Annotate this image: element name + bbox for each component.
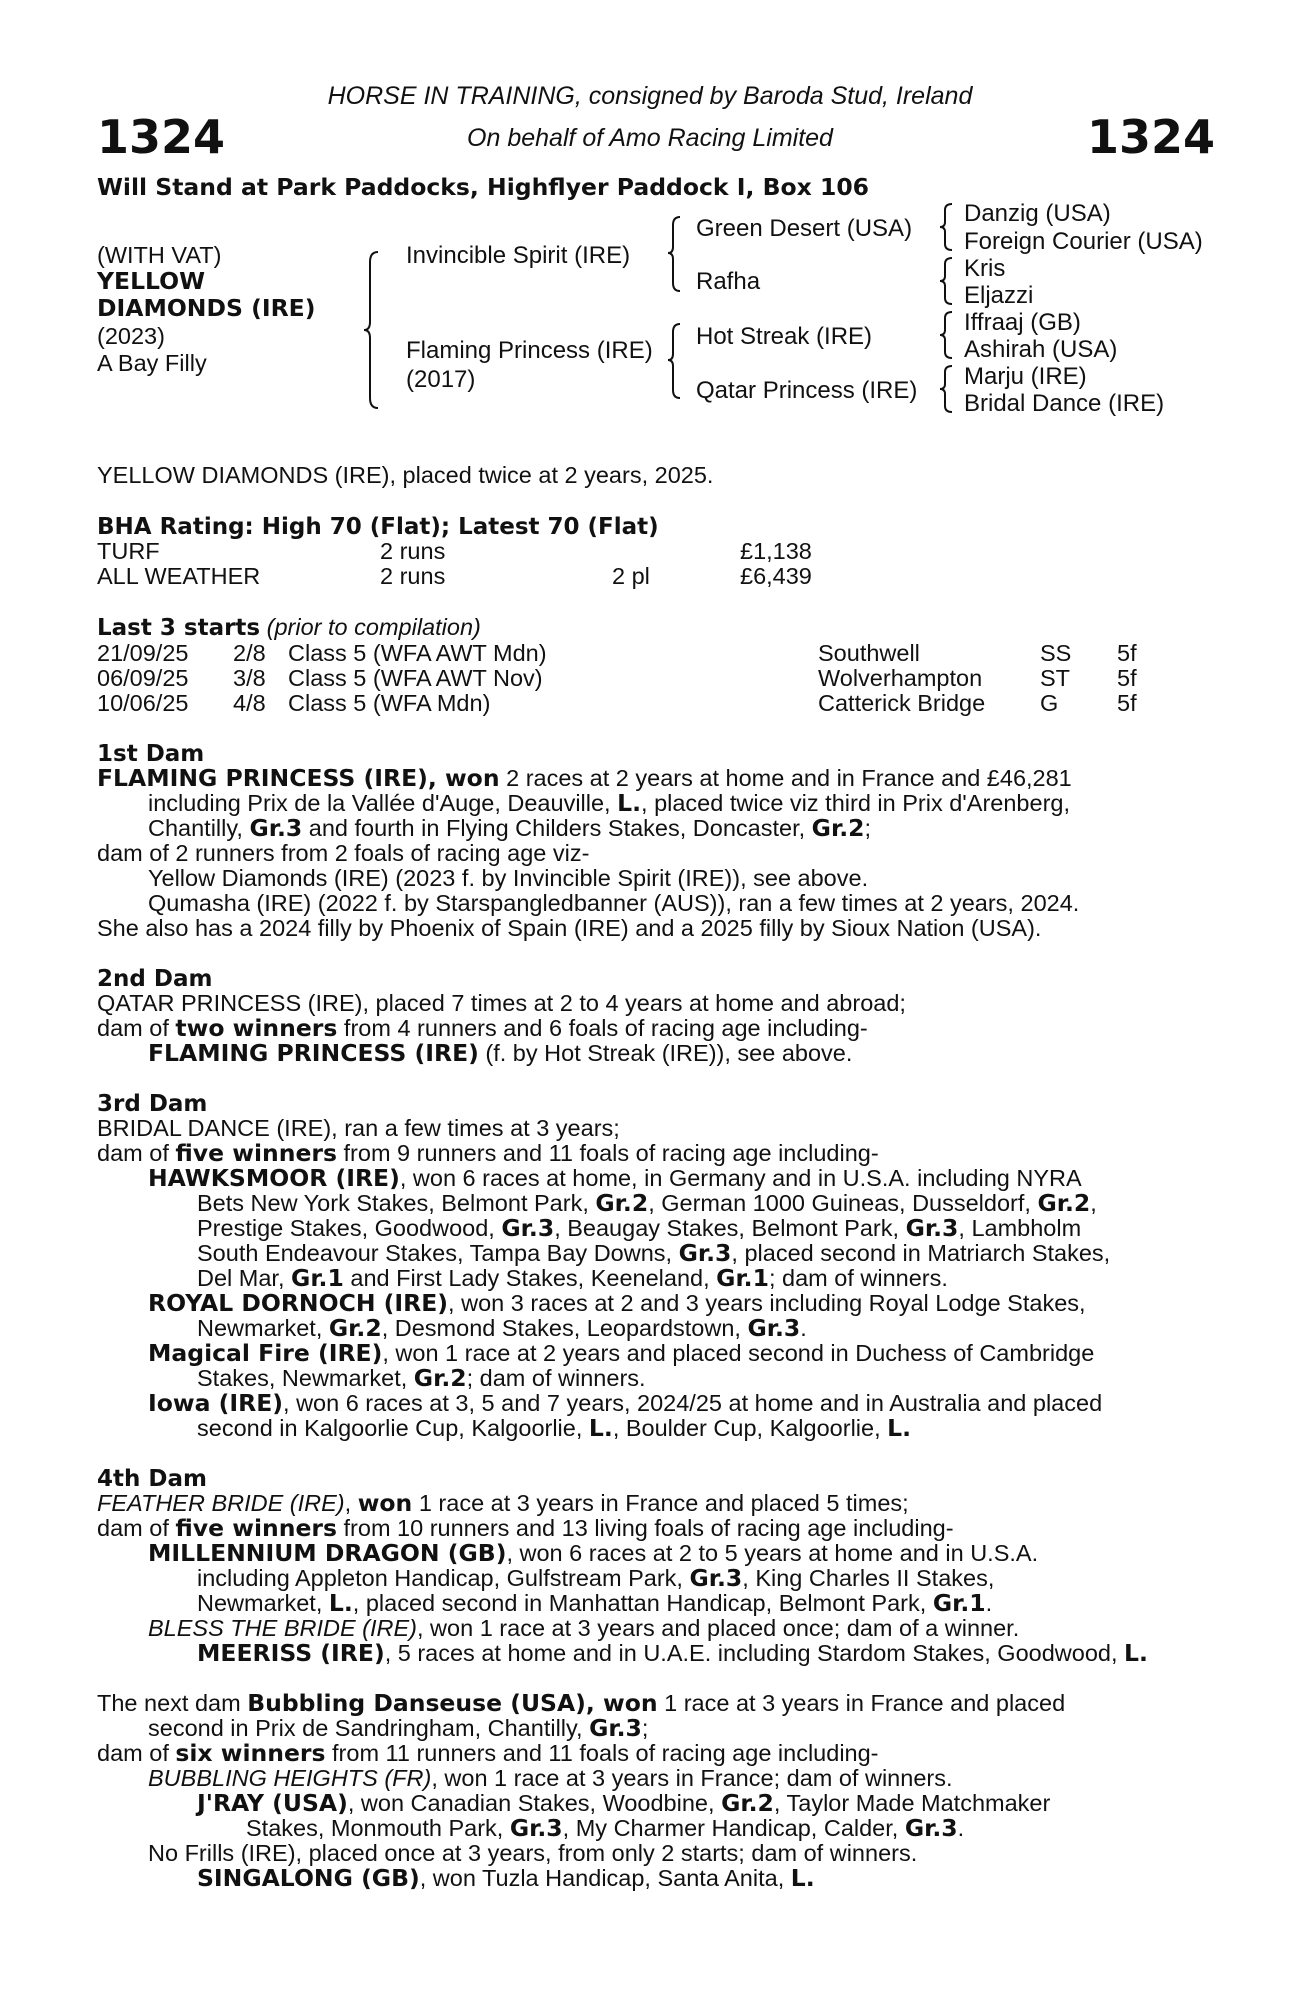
- horse-year: (2023): [97, 323, 165, 349]
- jray-line2: Stakes, Monmouth Park, Gr.3, My Charmer Handicap, Calder, Gr.3.: [246, 1814, 965, 1842]
- pedigree-sdd: Eljazzi: [964, 282, 1034, 309]
- hawksmoor-line3: Prestige Stakes, Goodwood, Gr.3, Beaugay Stakes, Belmont Park, Gr.3, Lambholm: [197, 1214, 1082, 1242]
- start-course-2: Wolverhampton: [818, 665, 983, 691]
- meeriss-line: MEERISS (IRE), 5 races at home and in U.A.E. including Stardom Stakes, Goodwood, L.: [197, 1639, 1148, 1667]
- start-going-2: ST: [1040, 665, 1071, 691]
- pedigree-sire-dam: Rafha: [696, 268, 761, 295]
- lot-number-right: 1324: [1087, 110, 1216, 164]
- dam4-title: 4th Dam: [97, 1466, 207, 1492]
- rating-earnings-2: £6,439: [740, 563, 812, 589]
- hawksmoor-line5: Del Mar, Gr.1 and First Lady Stakes, Keeneland, Gr.1; dam of winners.: [197, 1264, 948, 1292]
- iowa-line2: second in Kalgoorlie Cup, Kalgoorlie, L., Boulder Cup, Kalgoorlie, L.: [197, 1414, 912, 1442]
- pedigree-sds: Kris: [964, 255, 1006, 282]
- header-title: HORSE IN TRAINING, consigned by Baroda Stud, Ireland: [327, 82, 973, 110]
- rating-surface-2: ALL WEATHER: [97, 563, 261, 589]
- pedigree-dam-dam: Qatar Princess (IRE): [696, 377, 918, 404]
- dam3-title: 3rd Dam: [97, 1091, 208, 1117]
- iowa-line1: Iowa (IRE), won 6 races at 3, 5 and 7 years, 2024/25 at home and in Australia and placed: [148, 1389, 1103, 1417]
- start-pos-3: 4/8: [233, 690, 266, 716]
- pedigree-ssd: Foreign Courier (USA): [964, 228, 1203, 255]
- rating-earnings-1: £1,138: [740, 538, 812, 564]
- rating-surface-1: TURF: [97, 538, 160, 564]
- summary-line: YELLOW DIAMONDS (IRE), placed twice at 2 years, 2025.: [97, 462, 714, 488]
- start-pos-2: 3/8: [233, 665, 266, 691]
- next-dam-line1: The next dam Bubbling Danseuse (USA), won 1 race at 3 years in France and placed: [97, 1689, 1066, 1717]
- start-pos-1: 2/8: [233, 640, 266, 666]
- pedigree-dds: Marju (IRE): [964, 363, 1087, 390]
- pedigree-sire-sire: Green Desert (USA): [696, 215, 913, 242]
- no-frills-line: No Frills (IRE), placed once at 3 years, from only 2 starts; dam of winners.: [148, 1840, 918, 1866]
- pedigree-sss: Danzig (USA): [964, 200, 1111, 227]
- start-course-1: Southwell: [818, 640, 920, 666]
- last-starts-title: Last 3 starts: [97, 615, 261, 641]
- vat-note: (WITH VAT): [97, 242, 222, 268]
- start-dist-3: 5f: [1117, 690, 1137, 716]
- last-starts-heading: [97, 615, 481, 642]
- stand-location: Will Stand at Park Paddocks, Highflyer Paddock I, Box 106: [97, 173, 870, 201]
- pedigree-bracket-dam: [670, 322, 686, 402]
- hawksmoor-line2: Bets New York Stakes, Belmont Park, Gr.2, German 1000 Guineas, Dusseldorf, Gr.2,: [197, 1189, 1097, 1217]
- rating-runs-2: 2 runs: [380, 563, 446, 589]
- pedigree-bracket-ds: [942, 310, 958, 362]
- next-dam-line3: dam of six winners from 11 runners and 11 foals of racing age including-: [97, 1739, 879, 1767]
- dam1-produce-2: Qumasha (IRE) (2022 f. by Starspangledbanner (AUS)), ran a few times at 2 years, 2024.: [148, 890, 1080, 916]
- royal-dornoch-line1: ROYAL DORNOCH (IRE), won 3 races at 2 and 3 years including Royal Lodge Stakes,: [148, 1289, 1086, 1317]
- start-going-1: SS: [1040, 640, 1072, 666]
- rating-title: BHA Rating: High 70 (Flat); Latest 70 (Flat): [97, 514, 659, 540]
- hawksmoor-line1: HAWKSMOOR (IRE), won 6 races at home, in Germany and in U.S.A. including NYRA: [148, 1164, 1082, 1192]
- horse-description: A Bay Filly: [97, 350, 207, 376]
- start-race-2: Class 5 (WFA AWT Nov): [288, 665, 543, 691]
- pedigree-bracket-ss: [942, 202, 958, 254]
- rating-runs-1: 2 runs: [380, 538, 446, 564]
- start-race-3: Class 5 (WFA Mdn): [288, 690, 491, 716]
- dam3-line1: BRIDAL DANCE (IRE), ran a few times at 3 years;: [97, 1115, 620, 1141]
- start-going-3: G: [1040, 690, 1059, 716]
- pedigree-sire: Invincible Spirit (IRE): [406, 242, 631, 269]
- pedigree-dam-year: (2017): [406, 366, 476, 393]
- pedigree-bracket-sire: [670, 215, 686, 295]
- millennium-dragon-line1: MILLENNIUM DRAGON (GB), won 6 races at 2 to 5 years at home and in U.S.A.: [148, 1539, 1039, 1567]
- millennium-dragon-line2: including Appleton Handicap, Gulfstream Park, Gr.3, King Charles II Stakes,: [197, 1564, 995, 1592]
- singalong-line: SINGALONG (GB), won Tuzla Handicap, Santa Anita, L.: [197, 1864, 815, 1892]
- dam2-line2: dam of two winners from 4 runners and 6 foals of racing age including-: [97, 1014, 868, 1042]
- dam2-line3: FLAMING PRINCESS (IRE) (f. by Hot Streak (IRE)), see above.: [148, 1039, 853, 1067]
- dam1-title: 1st Dam: [97, 741, 205, 767]
- pedigree-dss: Iffraaj (GB): [964, 309, 1081, 336]
- next-dam-line2: second in Prix de Sandringham, Chantilly, Gr.3;: [148, 1714, 649, 1742]
- pedigree-bracket-sd: [942, 256, 958, 308]
- start-date-2: 06/09/25: [97, 665, 189, 691]
- horse-name-line1: YELLOW: [97, 267, 206, 295]
- start-course-3: Catterick Bridge: [818, 690, 986, 716]
- lot-number-left: 1324: [97, 110, 226, 164]
- magical-fire-line1: Magical Fire (IRE), won 1 race at 2 years and placed second in Duchess of Cambridge: [148, 1339, 1095, 1367]
- dam1-name: FLAMING PRINCESS (IRE), won: [97, 764, 500, 792]
- dam3-line2: dam of five winners from 9 runners and 11 foals of racing age including-: [97, 1139, 879, 1167]
- last-starts-note: (prior to compilation): [266, 614, 481, 640]
- hawksmoor-line4: South Endeavour Stakes, Tampa Bay Downs, Gr.3, placed second in Matriarch Stakes,: [197, 1239, 1111, 1267]
- start-dist-1: 5f: [1117, 640, 1137, 666]
- start-race-1: Class 5 (WFA AWT Mdn): [288, 640, 547, 666]
- dam1-para-line3: Chantilly, Gr.3 and fourth in Flying Childers Stakes, Doncaster, Gr.2;: [148, 814, 872, 842]
- start-date-1: 21/09/25: [97, 640, 189, 666]
- bless-the-bride-line: BLESS THE BRIDE (IRE), won 1 race at 3 years and placed once; dam of a winner.: [148, 1615, 1020, 1641]
- dam1-young-stock: She also has a 2024 filly by Phoenix of Spain (IRE) and a 2025 filly by Sioux Nation (USA).: [97, 915, 1042, 941]
- pedigree-dsd: Ashirah (USA): [964, 336, 1118, 363]
- dam1-produce-intro: dam of 2 runners from 2 foals of racing age viz-: [97, 840, 590, 866]
- dam4-line2: dam of five winners from 10 runners and 13 living foals of racing age including-: [97, 1514, 954, 1542]
- dam1-para-line1: FLAMING PRINCESS (IRE), won 2 races at 2 years at home and in France and £46,281: [97, 764, 1072, 792]
- millennium-dragon-line3: Newmarket, L., placed second in Manhattan Handicap, Belmont Park, Gr.1.: [197, 1589, 993, 1617]
- pedigree-dam-sire: Hot Streak (IRE): [696, 323, 873, 350]
- dam2-title: 2nd Dam: [97, 966, 213, 992]
- pedigree-bracket-main: [368, 250, 388, 410]
- pedigree-bracket-dd: [942, 364, 958, 416]
- bubbling-heights-line: BUBBLING HEIGHTS (FR), won 1 race at 3 years in France; dam of winners.: [148, 1765, 953, 1791]
- dam4-line1: FEATHER BRIDE (IRE), won 1 race at 3 years in France and placed 5 times;: [97, 1489, 909, 1517]
- rating-placed-2: 2 pl: [612, 563, 650, 589]
- jray-line1: J'RAY (USA), won Canadian Stakes, Woodbine, Gr.2, Taylor Made Matchmaker: [197, 1789, 1051, 1817]
- start-date-3: 10/06/25: [97, 690, 189, 716]
- start-dist-2: 5f: [1117, 665, 1137, 691]
- dam1-produce-1: Yellow Diamonds (IRE) (2023 f. by Invincible Spirit (IRE)), see above.: [148, 865, 869, 891]
- header-subtitle: On behalf of Amo Racing Limited: [467, 124, 833, 152]
- royal-dornoch-line2: Newmarket, Gr.2, Desmond Stakes, Leopardstown, Gr.3.: [197, 1314, 807, 1342]
- horse-name-line2: DIAMONDS (IRE): [97, 294, 316, 322]
- dam1-para-line2: including Prix de la Vallée d'Auge, Deauville, L., placed twice viz third in Prix d'Arenberg,: [148, 789, 1070, 817]
- pedigree-ddd: Bridal Dance (IRE): [964, 390, 1165, 417]
- magical-fire-line2: Stakes, Newmarket, Gr.2; dam of winners.: [197, 1364, 646, 1392]
- pedigree-dam: Flaming Princess (IRE): [406, 337, 653, 364]
- dam2-line1: QATAR PRINCESS (IRE), placed 7 times at 2 to 4 years at home and abroad;: [97, 990, 906, 1016]
